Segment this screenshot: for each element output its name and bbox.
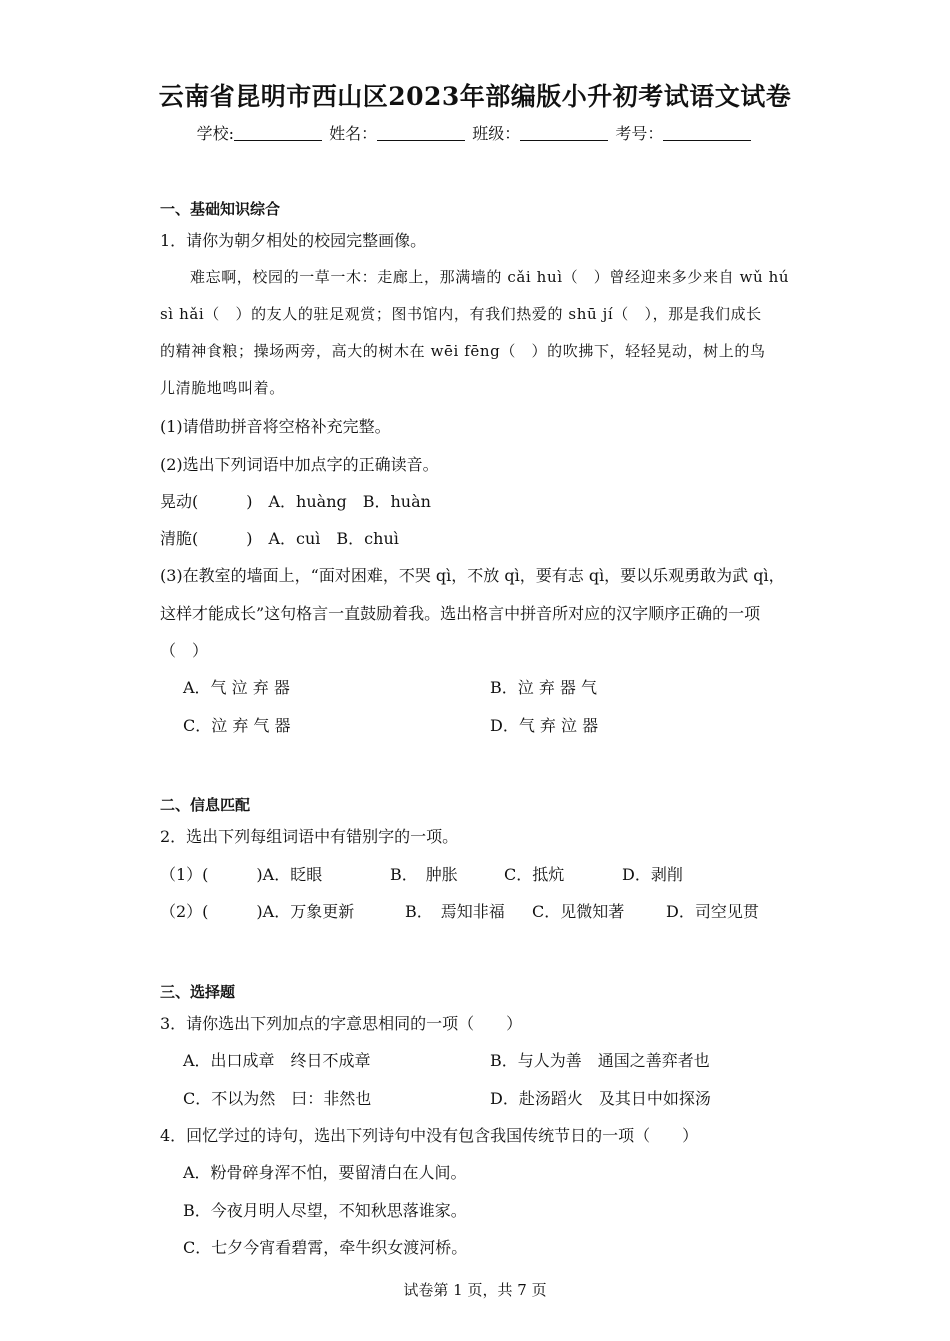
- word-item-2: 清脆( ) A．cuì B．chuì: [160, 529, 399, 548]
- school-blank[interactable]: [234, 140, 322, 141]
- q3-option-d[interactable]: D．赴汤蹈火 及其日中如探汤: [490, 1089, 711, 1108]
- number-label: 考号：: [615, 124, 664, 143]
- q1-option-b[interactable]: B．泣 弃 器 气: [490, 678, 598, 697]
- q2-row-2-option-c[interactable]: C．见微知著: [532, 902, 625, 921]
- name-blank[interactable]: [377, 140, 465, 141]
- q2-row-2-lead: （2）( )A．万象更新: [160, 902, 355, 921]
- q4-option-a[interactable]: A．粉骨碎身浑不怕，要留清白在人间。: [183, 1163, 467, 1182]
- q3-option-a[interactable]: A．出口成章 终日不成章: [183, 1051, 371, 1070]
- passage-line-4: 儿清脆地鸣叫着。: [160, 379, 285, 397]
- q1-option-c[interactable]: C．泣 弃 气 器: [183, 716, 291, 735]
- question-1-stem: 1．请你为朝夕相处的校园完整画像。: [160, 231, 427, 250]
- q2-row-2-option-b[interactable]: B． 焉知非福: [405, 902, 505, 921]
- subquestion-3-answer-slot: （ ）: [160, 641, 209, 660]
- class-label: 班级：: [472, 124, 521, 143]
- passage-line-2: sì hǎi（ ）的友人的驻足观赏；图书馆内，有我们热爱的 shū jí（ ），那是我们成长: [160, 305, 762, 323]
- section-heading-3: 三、选择题: [160, 983, 236, 1001]
- passage-line-1: 难忘啊，校园的一草一木：走廊上，那满墙的 cǎi huì（ ）曾经迎来多少来自 wǔ hú: [190, 268, 790, 286]
- subquestion-3-line-2: 这样才能成长”这句格言一直鼓励着我。选出格言中拼音所对应的汉字顺序正确的一项: [160, 604, 761, 623]
- q2-row-1-option-c[interactable]: C．抵炕: [504, 865, 565, 884]
- subquestion-2: (2)选出下列词语中加点字的正确读音。: [160, 455, 439, 474]
- school-label: 学校:: [196, 124, 235, 143]
- number-blank[interactable]: [663, 140, 751, 141]
- class-blank[interactable]: [520, 140, 608, 141]
- question-4-stem: 4．回忆学过的诗句，选出下列诗句中没有包含我国传统节日的一项（ ）: [160, 1126, 699, 1145]
- section-heading-1: 一、基础知识综合: [160, 200, 281, 218]
- name-label: 姓名：: [329, 124, 378, 143]
- passage-line-3: 的精神食粮；操场两旁，高大的树木在 wēi fēng（ ）的吹拂下，轻轻晃动，树上的鸟: [160, 342, 766, 360]
- q3-option-c[interactable]: C．不以为然 曰：非然也: [183, 1089, 372, 1108]
- q3-option-b[interactable]: B．与人为善 通国之善弈者也: [490, 1051, 710, 1070]
- q2-row-2-option-d[interactable]: D．司空见贯: [666, 902, 759, 921]
- q2-row-1-option-d[interactable]: D．剥削: [622, 865, 683, 884]
- q1-option-a[interactable]: A．气 泣 弃 器: [183, 678, 290, 697]
- q2-row-1-lead: （1）( )A．眨眼: [160, 865, 323, 884]
- q2-row-1-option-b[interactable]: B． 肿胀: [390, 865, 458, 884]
- page-footer: 试卷第 1 页，共 7 页: [403, 1281, 547, 1299]
- question-3-stem: 3．请你选出下列加点的字意思相同的一项（ ）: [160, 1014, 523, 1033]
- q4-option-b[interactable]: B．今夜月明人尽望，不知秋思落谁家。: [183, 1201, 467, 1220]
- exam-title: 云南省昆明市西山区2023年部编版小升初考试语文试卷: [158, 82, 792, 111]
- q4-option-c[interactable]: C．七夕今宵看碧霄，牵牛织女渡河桥。: [183, 1238, 468, 1257]
- subquestion-1: (1)请借助拼音将空格补充完整。: [160, 417, 391, 436]
- subquestion-3-line-1: (3)在教室的墙面上，“面对困难，不哭 qì，不放 qì，要有志 qì，要以乐观勇敢为武 qì，: [160, 566, 785, 585]
- q1-option-d[interactable]: D．气 弃 泣 器: [490, 716, 599, 735]
- question-2-stem: 2．选出下列每组词语中有错别字的一项。: [160, 827, 459, 846]
- student-info-line: [0, 126, 950, 142]
- word-item-1: 晃动( ) A．huàng B．huàn: [160, 492, 431, 511]
- section-heading-2: 二、信息匹配: [160, 796, 251, 814]
